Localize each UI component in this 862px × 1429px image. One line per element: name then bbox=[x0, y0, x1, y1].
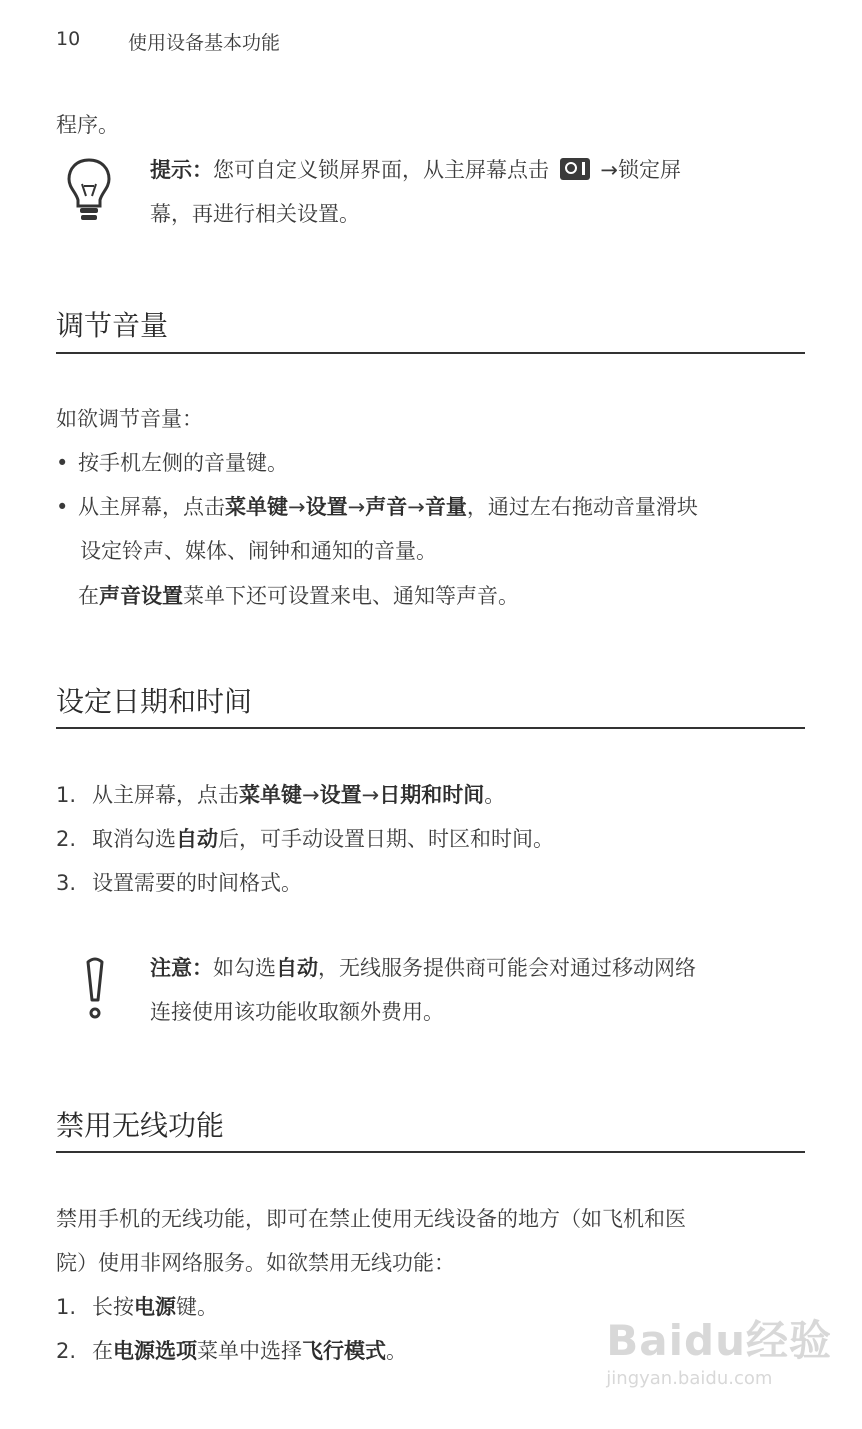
text: ，通过左右拖动音量滑块 bbox=[466, 495, 698, 519]
wireless-step-2 bbox=[92, 1336, 407, 1366]
step-number: 1. bbox=[56, 1295, 77, 1319]
datetime-step-1 bbox=[92, 780, 505, 810]
watermark-url: jingyan.baidu.com bbox=[606, 1368, 773, 1389]
arrow: → bbox=[302, 783, 320, 807]
text: 如勾选 bbox=[213, 956, 276, 980]
sound-term: 声音 bbox=[365, 495, 408, 519]
bullet-dot: • bbox=[56, 495, 69, 519]
page-number: 10 bbox=[56, 28, 81, 50]
settings-term: 设置 bbox=[319, 783, 362, 807]
text: 菜单中选择 bbox=[197, 1339, 302, 1363]
wireless-para-1: 禁用手机的无线功能，即可在禁止使用无线设备的地方（如飞机和医 bbox=[56, 1207, 686, 1231]
text: 从主屏幕，点击 bbox=[92, 783, 239, 807]
volume-term: 音量 bbox=[424, 495, 467, 519]
heading-wireless: 禁用无线功能 bbox=[56, 1109, 225, 1142]
heading-datetime: 设定日期和时间 bbox=[56, 685, 253, 718]
running-header: 使用设备基本功能 bbox=[128, 32, 281, 54]
volume-extra bbox=[78, 581, 519, 611]
tip-label: 提示： bbox=[150, 158, 213, 182]
auto-term: 自动 bbox=[276, 956, 318, 980]
volume-bullet-2 bbox=[78, 492, 698, 522]
power-options-term: 电源选项 bbox=[113, 1339, 197, 1363]
arrow: → bbox=[288, 495, 306, 519]
note-line-1 bbox=[150, 953, 696, 983]
heading-rule bbox=[56, 727, 805, 729]
text: 后，可手动设置日期、时区和时间。 bbox=[218, 827, 554, 851]
arrow: → bbox=[407, 495, 425, 519]
baidu-watermark bbox=[606, 1308, 832, 1389]
volume-bullet-1: 按手机左侧的音量键。 bbox=[78, 451, 288, 475]
step-number: 3. bbox=[56, 871, 77, 895]
heading-rule bbox=[56, 352, 805, 354]
intro-tail: 程序。 bbox=[56, 113, 119, 137]
wireless-step-1 bbox=[92, 1292, 218, 1322]
tip-line-2: 幕，再进行相关设置。 bbox=[150, 202, 360, 226]
text: 。 bbox=[484, 783, 506, 807]
power-term: 电源 bbox=[134, 1295, 176, 1319]
text: 。 bbox=[386, 1339, 407, 1363]
sound-settings-term: 声音设置 bbox=[99, 584, 183, 608]
tip-line-1 bbox=[150, 155, 681, 185]
auto-term: 自动 bbox=[176, 827, 218, 851]
heading-rule bbox=[56, 1151, 805, 1153]
date-time-term: 日期和时间 bbox=[379, 783, 485, 807]
arrow: → bbox=[347, 495, 366, 519]
watermark-brand: Baidu经验 bbox=[606, 1316, 832, 1365]
arrow: → bbox=[361, 783, 380, 807]
bullet-dot: • bbox=[56, 451, 69, 475]
step-number: 2. bbox=[56, 827, 77, 851]
lightbulb-icon bbox=[64, 156, 114, 226]
text: ，无线服务提供商可能会对通过移动网络 bbox=[318, 956, 696, 980]
text: 取消勾选 bbox=[92, 827, 176, 851]
text: 菜单下还可设置来电、通知等声音。 bbox=[183, 584, 519, 608]
step-number: 1. bbox=[56, 783, 77, 807]
step-number: 2. bbox=[56, 1339, 77, 1363]
volume-bullet-2-line-2: 设定铃声、媒体、闹钟和通知的音量。 bbox=[80, 539, 437, 563]
menu-key-term: 菜单键 bbox=[225, 495, 288, 519]
text: 从主屏幕，点击 bbox=[78, 495, 225, 519]
text: 键。 bbox=[176, 1295, 218, 1319]
heading-volume: 调节音量 bbox=[56, 309, 169, 342]
datetime-step-3: 设置需要的时间格式。 bbox=[92, 871, 302, 895]
wireless-para-2: 院）使用非网络服务。如欲禁用无线功能： bbox=[56, 1251, 455, 1275]
datetime-step-2 bbox=[92, 824, 554, 854]
text: 在 bbox=[92, 1339, 113, 1363]
airplane-mode-term: 飞行模式 bbox=[302, 1339, 386, 1363]
text: 长按 bbox=[92, 1295, 134, 1319]
settings-term: 设置 bbox=[305, 495, 348, 519]
note-label: 注意： bbox=[150, 956, 213, 980]
note-line-2: 连接使用该功能收取额外费用。 bbox=[150, 1000, 444, 1024]
exclamation-icon bbox=[80, 956, 110, 1022]
tip-text-1-after: →锁定屏 bbox=[600, 158, 681, 182]
menu-key-term: 菜单键 bbox=[239, 783, 302, 807]
tip-text-1: 您可自定义锁屏界面，从主屏幕点击 bbox=[213, 158, 549, 182]
volume-intro: 如欲调节音量： bbox=[56, 407, 203, 431]
text: 在 bbox=[78, 584, 99, 608]
settings-app-icon bbox=[560, 158, 590, 180]
